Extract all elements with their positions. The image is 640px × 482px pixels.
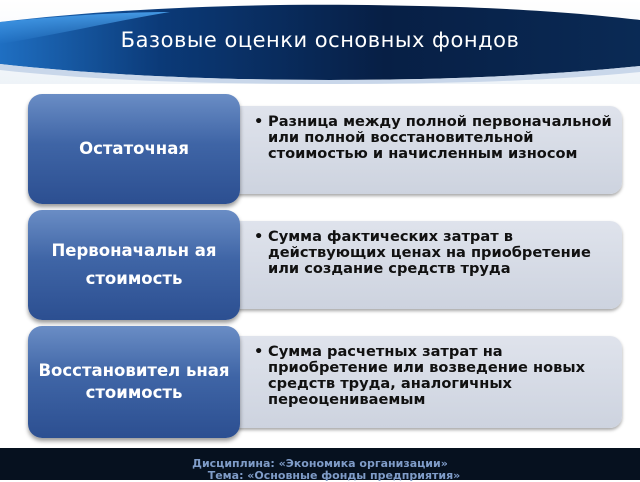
label-box-replacement-cost	[28, 326, 240, 438]
footer-bar	[0, 448, 640, 480]
description-replacement-cost: • Сумма расчетных затрат на приобретение или возведение новых средств труда, аналогичных переоцениваемым	[254, 344, 612, 408]
title-banner	[0, 0, 640, 84]
footer-topic: Тема: «Основные фонды предприятия»	[207, 469, 461, 482]
label-replacement-cost: Восстановител ьная стоимость	[38, 361, 230, 402]
label-initial-cost-line1: Первоначальн ая	[51, 241, 217, 260]
slide-title: Базовые оценки основных фондов	[120, 28, 520, 52]
label-residual: Остаточная	[79, 139, 189, 158]
description-initial-cost: • Сумма фактических затрат в действующих ценах на приобретение или создание средств труда	[254, 229, 612, 277]
label-initial-cost-line2: стоимость	[85, 269, 183, 288]
label-box-residual	[28, 94, 240, 204]
description-box-replacement-cost	[214, 336, 622, 428]
description-residual: • Разница между полной первоначальной или полной восстановительной стоимостью и начисленным износом	[254, 114, 612, 162]
label-box-initial-cost	[28, 210, 240, 320]
footer-discipline: Дисциплина: «Экономика организации»	[192, 457, 448, 470]
description-box-residual	[214, 106, 622, 194]
description-box-initial-cost	[214, 221, 622, 309]
